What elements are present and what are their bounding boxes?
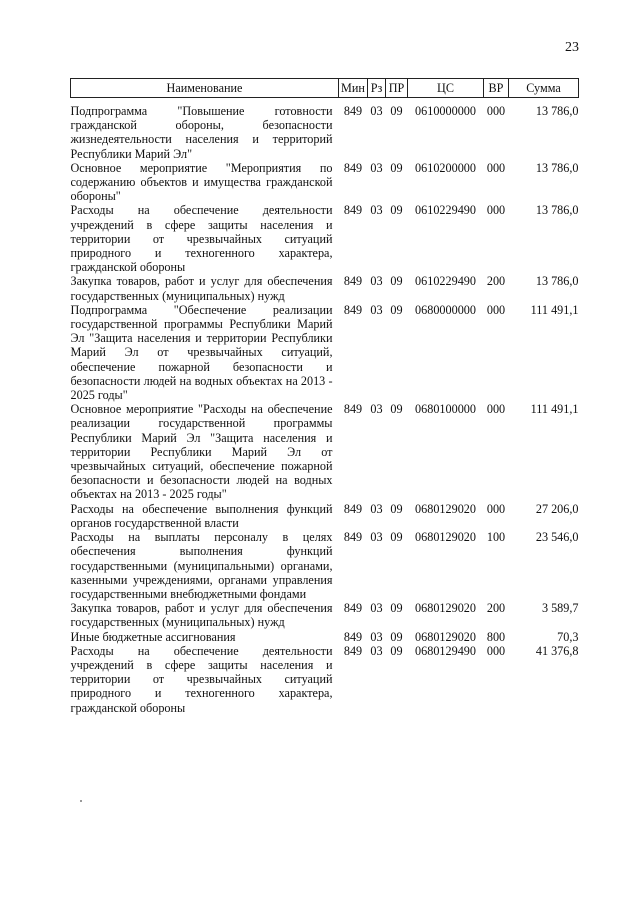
row-rz: 03 — [370, 643, 383, 658]
header-pr: ПР — [386, 79, 408, 98]
row-cs: 0610000000 — [415, 104, 476, 118]
table-row — [71, 203, 579, 274]
row-cs: 0610229490 — [415, 274, 476, 289]
row-vr: 000 — [486, 402, 506, 417]
row-rz: 03 — [370, 530, 383, 545]
row-name: Расходы на выплаты персоналу в целях обеспечения выполнения функций государственными (муниципальными) органами, казенными учреждениями, органами управления государственными внебюджетными фондами — [70, 530, 333, 601]
row-pr: 09 — [390, 302, 403, 317]
row-name: Расходы на обеспечение выполнения функций органов государственной власти — [70, 501, 333, 530]
row-cs: 0680000000 — [415, 302, 476, 317]
header-sum: Сумма — [509, 79, 579, 98]
row-rz: 03 — [370, 160, 383, 175]
row-vr: 200 — [486, 601, 506, 616]
row-name: Иные бюджетные ассигнования — [70, 629, 236, 644]
row-sum: 13 786,0 — [535, 203, 579, 218]
row-name: Основное мероприятие "Мероприятия по содержанию объектов и имущества гражданской обороны" — [70, 160, 333, 204]
row-rz: 03 — [370, 601, 383, 616]
row-vr: 000 — [486, 104, 506, 118]
row-name: Подпрограмма "Повышение готовности гражданской обороны, безопасности жизнедеятельности населения и территорий Республики Марий Эл" — [70, 104, 333, 161]
row-rz: 03 — [370, 104, 383, 118]
page-number: 23 — [565, 40, 579, 55]
row-min: 849 — [343, 104, 363, 118]
table-row — [71, 98, 579, 161]
row-min: 849 — [343, 601, 363, 616]
row-cs: 0680129020 — [415, 629, 476, 644]
row-name: Закупка товаров, работ и услуг для обеспечения государственных (муниципальных) нужд — [70, 274, 333, 303]
row-vr: 000 — [486, 203, 506, 218]
row-sum: 27 206,0 — [535, 501, 579, 516]
row-pr: 09 — [390, 203, 403, 218]
row-sum: 23 546,0 — [535, 530, 579, 545]
row-min: 849 — [343, 402, 363, 417]
row-sum: 13 786,0 — [535, 160, 579, 175]
row-name: Подпрограмма "Обеспечение реализации государственной программы Республики Марий Эл "Защита населения и территории Республики Марий Эл от чрезвычайных ситуаций, обеспечение пожарной безопасности и безопасности людей на водных объектах на 2013 - 2025 годы" — [70, 302, 333, 403]
row-vr: 800 — [486, 629, 506, 644]
row-cs: 0680129490 — [415, 643, 476, 658]
row-rz: 03 — [370, 274, 383, 289]
table-row — [71, 644, 579, 715]
row-name: Основное мероприятие "Расходы на обеспечение реализации государственной программы Республики Марий Эл "Защита населения и территории Республики Марий Эл от чрезвычайных ситуаций, обеспечение пожарной безопасности и безопасности людей на водных объектах на 2013 - 2025 годы" — [70, 402, 333, 502]
row-cs: 0680129020 — [415, 501, 476, 516]
row-pr: 09 — [390, 274, 403, 289]
table-row — [71, 161, 579, 204]
row-cs: 0680100000 — [415, 402, 476, 417]
row-sum: 111 491,1 — [530, 302, 579, 317]
row-rz: 03 — [370, 402, 383, 417]
row-cs: 0610229490 — [415, 203, 476, 218]
row-min: 849 — [343, 643, 363, 658]
row-vr: 000 — [486, 643, 506, 658]
table-row — [71, 274, 579, 302]
row-min: 849 — [343, 501, 363, 516]
row-min: 849 — [343, 274, 363, 289]
row-pr: 09 — [390, 501, 403, 516]
row-sum: 111 491,1 — [530, 402, 579, 417]
budget-table — [70, 78, 579, 715]
table-row — [71, 630, 579, 644]
row-cs: 0680129020 — [415, 530, 476, 545]
row-vr: 200 — [486, 274, 506, 289]
row-pr: 09 — [390, 104, 403, 118]
row-min: 849 — [343, 530, 363, 545]
row-min: 849 — [343, 160, 363, 175]
row-sum: 70,3 — [557, 629, 579, 644]
row-sum: 13 786,0 — [535, 274, 579, 289]
row-pr: 09 — [390, 601, 403, 616]
row-pr: 09 — [390, 629, 403, 644]
header-cs: ЦС — [408, 79, 484, 98]
row-pr: 09 — [390, 643, 403, 658]
row-rz: 03 — [370, 302, 383, 317]
row-pr: 09 — [390, 402, 403, 417]
table-row — [71, 402, 579, 501]
table-header-row — [71, 79, 579, 98]
row-rz: 03 — [370, 203, 383, 218]
row-rz: 03 — [370, 629, 383, 644]
row-pr: 09 — [390, 160, 403, 175]
row-cs: 0610200000 — [415, 160, 476, 175]
scan-speck — [80, 800, 82, 802]
header-vr: ВР — [484, 79, 509, 98]
row-vr: 100 — [486, 530, 506, 545]
row-name: Закупка товаров, работ и услуг для обеспечения государственных (муниципальных) нужд — [70, 601, 333, 630]
header-rz: Рз — [368, 79, 386, 98]
row-vr: 000 — [486, 501, 506, 516]
table-row — [71, 601, 579, 629]
row-name: Расходы на обеспечение деятельности учреждений в сфере защиты населения и территории от чрезвычайных ситуаций природного и техногенного характера, гражданской обороны — [70, 203, 333, 275]
row-sum: 41 376,8 — [535, 643, 579, 658]
table-row — [71, 303, 579, 402]
table-row — [71, 530, 579, 601]
row-min: 849 — [343, 302, 363, 317]
row-pr: 09 — [390, 530, 403, 545]
row-sum: 3 589,7 — [541, 601, 579, 616]
row-min: 849 — [343, 629, 363, 644]
row-min: 849 — [343, 203, 363, 218]
row-vr: 000 — [486, 160, 506, 175]
row-cs: 0680129020 — [415, 601, 476, 616]
row-vr: 000 — [486, 302, 506, 317]
row-sum: 13 786,0 — [535, 104, 579, 118]
row-name: Расходы на обеспечение деятельности учреждений в сфере защиты населения и территории от чрезвычайных ситуаций природного и техногенного характера, гражданской обороны — [70, 643, 333, 715]
header-name: Наименование — [71, 79, 339, 98]
header-min: Мин — [339, 79, 368, 98]
table-row — [71, 502, 579, 530]
row-rz: 03 — [370, 501, 383, 516]
